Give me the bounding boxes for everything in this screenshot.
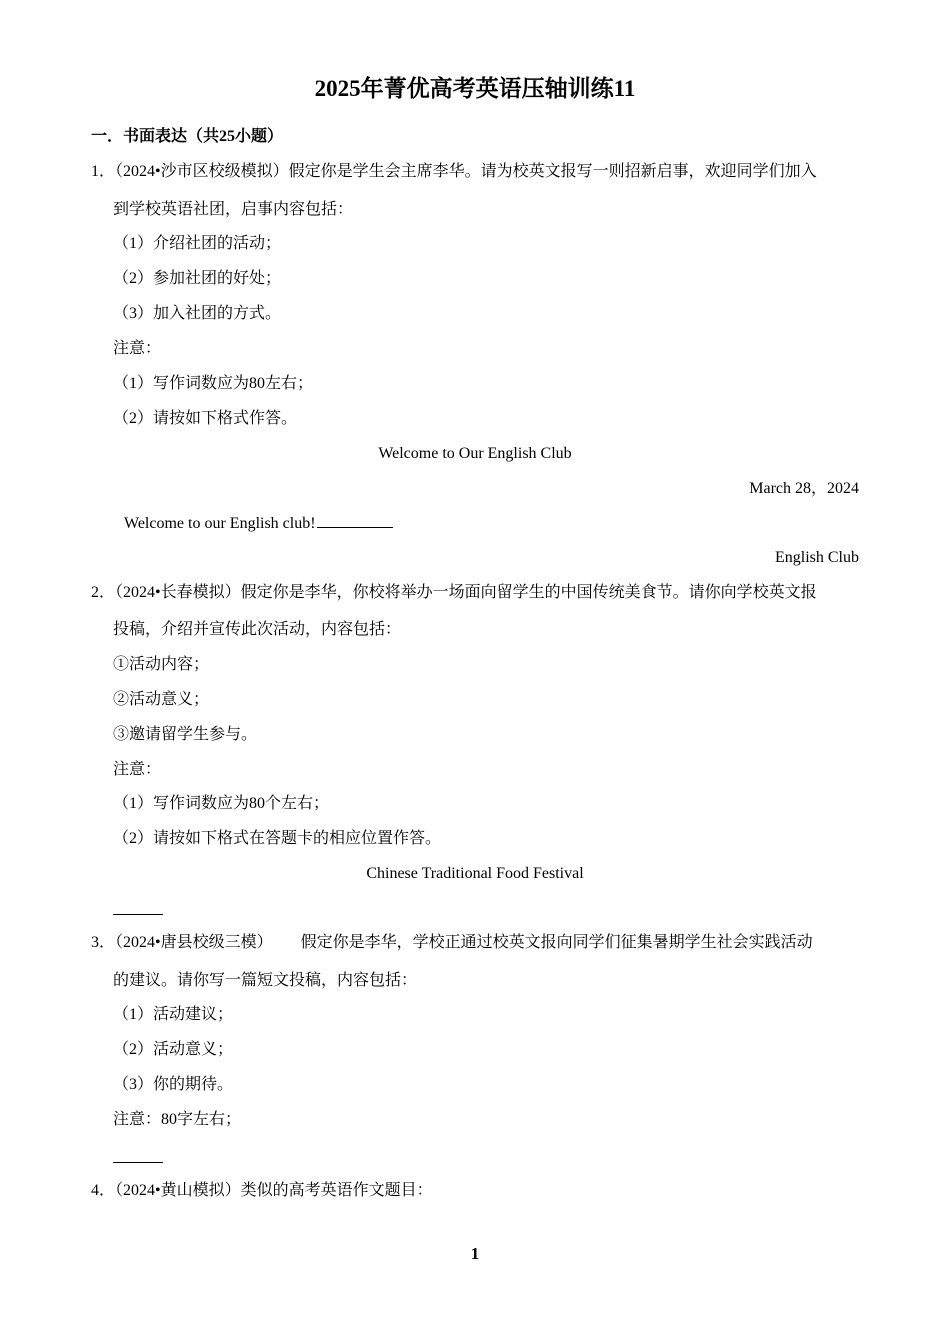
page-title: 2025年菁优高考英语压轴训练11 xyxy=(314,76,636,101)
question-1-text-1: （2024•沙市区校级模拟）假定你是学生会主席李华。请为校英文报写一则招新启事，欢迎同学们加入 xyxy=(115,163,817,180)
question-1-line-2: 到学校英语社团，启事内容包括： xyxy=(113,201,354,218)
question-1-date: March 28，2024 xyxy=(749,480,859,497)
answer-blank[interactable] xyxy=(317,512,393,528)
question-2-line-2: 投稿，介绍并宣传此次活动，内容包括： xyxy=(113,621,402,638)
question-1-line-1 xyxy=(91,161,817,183)
question-4-number: 4． xyxy=(91,1182,116,1199)
question-3-note: 注意：80字左右； xyxy=(113,1111,242,1128)
question-2-item-1: ①活动内容； xyxy=(113,656,210,673)
question-3-number: 3． xyxy=(91,934,116,951)
question-3-line-2: 的建议。请你写一篇短文投稿，内容包括： xyxy=(113,972,418,989)
section-heading: 一．书面表达（共25小题） xyxy=(91,128,284,145)
question-4-line-1 xyxy=(91,1180,433,1202)
question-3-item-1: （1）活动建议； xyxy=(113,1006,234,1023)
question-2-note-2: （2）请按如下格式在答题卡的相应位置作答。 xyxy=(113,830,442,847)
question-2-item-2: ②活动意义； xyxy=(113,691,210,708)
answer-line[interactable] xyxy=(113,914,163,915)
question-2-number: 2． xyxy=(91,584,116,601)
question-1-item-2: （2）参加社团的好处； xyxy=(113,270,282,287)
question-1-note-label: 注意： xyxy=(113,340,162,357)
answer-line[interactable] xyxy=(113,1162,163,1163)
question-1-signature: English Club xyxy=(774,549,859,566)
question-1-item-1: （1）介绍社团的活动； xyxy=(113,235,282,252)
question-2-line-1 xyxy=(91,582,817,604)
question-2-note-1: （1）写作词数应为80个左右； xyxy=(113,795,330,812)
question-1-opening-line xyxy=(124,512,393,535)
question-2-note-label: 注意： xyxy=(113,761,162,778)
question-3-line-1 xyxy=(91,932,813,954)
question-2-text-1: （2024•长春模拟）假定你是李华，你校将举办一场面向留学生的中国传统美食节。请你向学校英文报 xyxy=(115,584,817,601)
question-1-item-3: （3）加入社团的方式。 xyxy=(113,305,282,322)
question-1-essay-heading: Welcome to Our English Club xyxy=(378,445,572,462)
page-number: 1 xyxy=(470,1244,480,1263)
question-3-source: （2024•唐县校级三模） xyxy=(115,934,273,951)
question-2-essay-heading: Chinese Traditional Food Festival xyxy=(366,865,584,882)
question-3-item-3: （3）你的期待。 xyxy=(113,1076,234,1093)
question-2-item-3: ③邀请留学生参与。 xyxy=(113,726,258,743)
question-1-number: 1． xyxy=(91,163,116,180)
question-1-opening: Welcome to our English club! xyxy=(124,515,316,532)
question-1-note-2: （2）请按如下格式作答。 xyxy=(113,410,298,427)
question-3-item-2: （2）活动意义； xyxy=(113,1041,234,1058)
question-1-note-1: （1）写作词数应为80左右； xyxy=(113,375,314,392)
question-4-text-1: （2024•黄山模拟）类似的高考英语作文题目： xyxy=(115,1182,433,1199)
question-3-text-1: 假定你是李华，学校正通过校英文报向同学们征集暑期学生社会实践活动 xyxy=(300,934,813,951)
